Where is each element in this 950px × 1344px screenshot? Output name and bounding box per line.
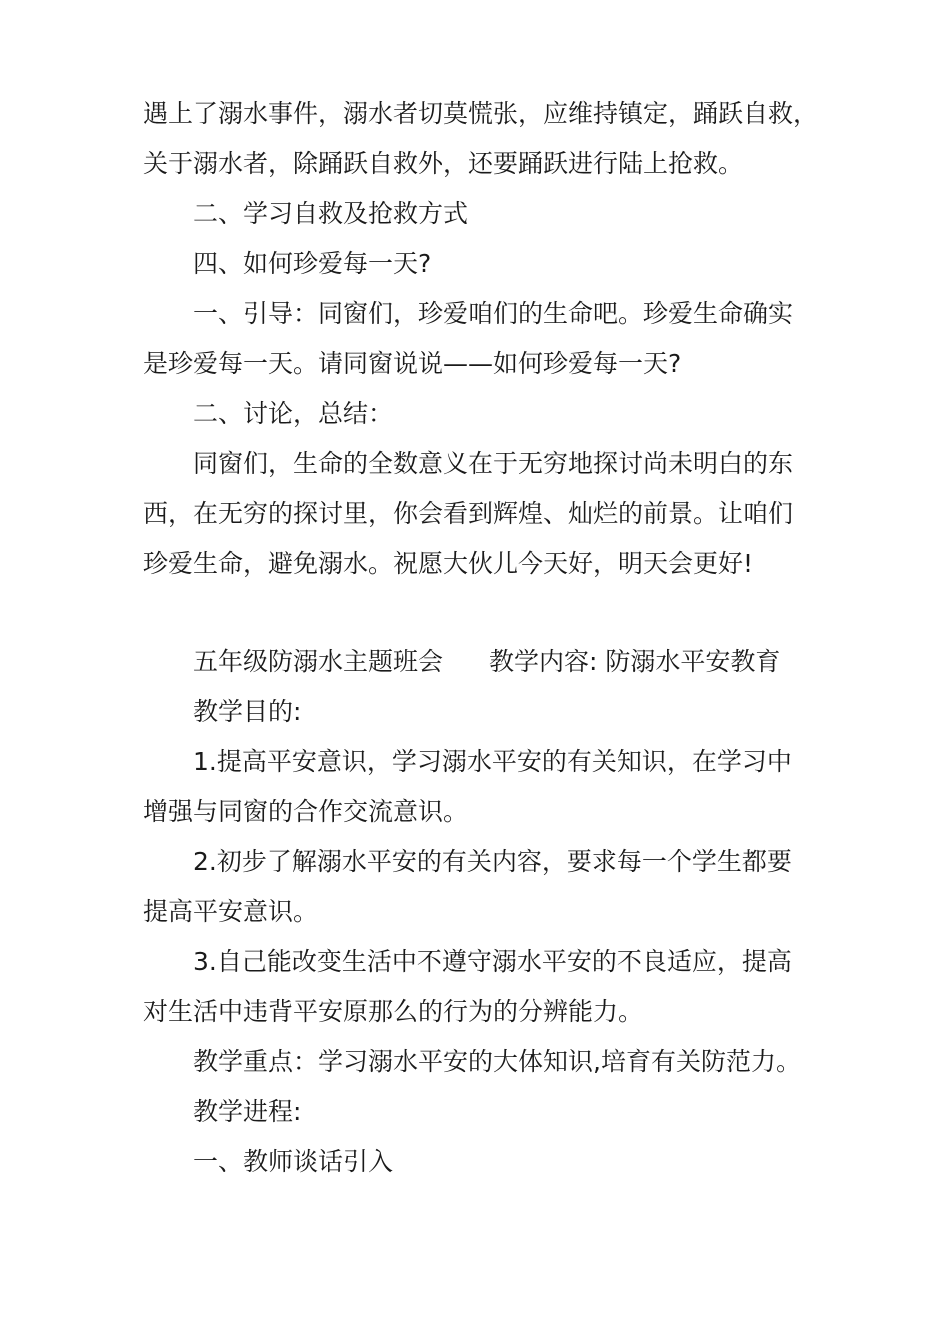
paragraph-line: 3.自己能改变生活中不遵守溺水平安的不良适应，提高 — [193, 947, 792, 976]
paragraph-line: 增强与同窗的合作交流意识。 — [143, 797, 469, 826]
objectives-label: 教学目的: — [193, 697, 302, 726]
paragraph-line: 遇上了溺水事件，溺水者切莫慌张，应维持镇定，踊跃自救， — [143, 99, 819, 128]
paragraph-line: 对生活中违背平安原那么的行为的分辨能力。 — [143, 997, 644, 1026]
paragraph-line: 1.提高平安意识，学习溺水平安的有关知识，在学习中 — [193, 747, 792, 776]
paragraph-line: 是珍爱每一天。请同窗说说——如何珍爱每一天? — [143, 349, 682, 378]
paragraph-line: 2.初步了解溺水平安的有关内容，要求每一个学生都要 — [193, 847, 792, 876]
section-heading: 二、学习自救及抢救方式 — [193, 199, 469, 228]
lesson-title-row — [193, 646, 873, 678]
lesson-title: 五年级防溺水主题班会 — [193, 647, 444, 676]
key-point: 教学重点：学习溺水平安的大体知识,培育有关防范力。 — [193, 1047, 801, 1076]
paragraph-line: 珍爱生命，避免溺水。祝愿大伙儿今天好，明天会更好! — [143, 549, 754, 578]
lesson-content: 教学内容: 防溺水平安教育 — [489, 647, 781, 676]
paragraph-line: 提高平安意识。 — [143, 897, 319, 926]
section-heading: 一、教师谈话引入 — [193, 1147, 394, 1176]
process-label: 教学进程: — [193, 1097, 302, 1126]
paragraph-line: 西，在无穷的探讨里，你会看到辉煌、灿烂的前景。让咱们 — [143, 499, 794, 528]
section-heading: 四、如何珍爱每一天? — [193, 249, 432, 278]
section-heading: 二、讨论，总结： — [193, 399, 394, 428]
paragraph-line: 一、引导：同窗们，珍爱咱们的生命吧。珍爱生命确实 — [193, 299, 794, 328]
paragraph-line: 关于溺水者，除踊跃自救外，还要踊跃进行陆上抢救。 — [143, 149, 744, 178]
paragraph-line: 同窗们，生命的全数意义在于无穷地探讨尚未明白的东 — [193, 449, 794, 478]
